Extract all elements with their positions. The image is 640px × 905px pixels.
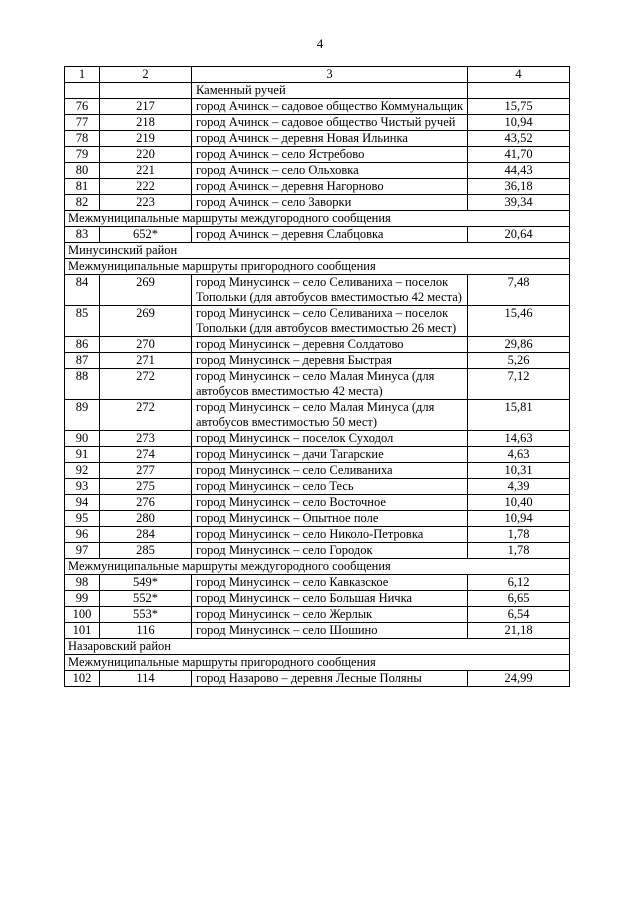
route-name-cell: город Минусинск – поселок Суходол: [192, 431, 468, 447]
value-cell: 44,43: [468, 163, 570, 179]
row-number-cell: 97: [65, 543, 100, 559]
route-name-cell: город Минусинск – деревня Солдатово: [192, 337, 468, 353]
table-row: [65, 431, 570, 447]
route-number-cell: 273: [100, 431, 192, 447]
row-number-cell: 76: [65, 99, 100, 115]
route-number-cell: 275: [100, 479, 192, 495]
value-cell: 6,54: [468, 607, 570, 623]
route-name-cell: город Минусинск – село Селиваниха – поселок Топольки (для автобусов вместимостью 42 места): [192, 275, 468, 306]
section-title: Межмуниципальные маршруты пригородного сообщения: [65, 259, 570, 275]
value-cell: 24,99: [468, 671, 570, 687]
row-number-cell: 79: [65, 147, 100, 163]
table-row: [65, 607, 570, 623]
route-name-cell: город Минусинск – село Шошино: [192, 623, 468, 639]
table-row: [65, 195, 570, 211]
section-title: Назаровский район: [65, 639, 570, 655]
value-cell: 10,40: [468, 495, 570, 511]
value-cell: 21,18: [468, 623, 570, 639]
table-row: [65, 400, 570, 431]
value-cell: 14,63: [468, 431, 570, 447]
section-title: Минусинский район: [65, 243, 570, 259]
column-header: 1: [65, 67, 100, 83]
route-number-cell: 223: [100, 195, 192, 211]
route-number-cell: 549*: [100, 575, 192, 591]
route-name-cell: город Минусинск – село Жерлык: [192, 607, 468, 623]
row-number-cell: 80: [65, 163, 100, 179]
table-header-row: [65, 67, 570, 83]
row-number-cell: 88: [65, 369, 100, 400]
section-title: Межмуниципальные маршруты пригородного сообщения: [65, 655, 570, 671]
route-number-cell: 218: [100, 115, 192, 131]
route-name-cell: город Ачинск – село Заворки: [192, 195, 468, 211]
row-number-cell: 89: [65, 400, 100, 431]
table-row: [65, 147, 570, 163]
page-number: 4: [316, 36, 324, 51]
row-number-cell: 87: [65, 353, 100, 369]
row-number-cell: 77: [65, 115, 100, 131]
row-number-cell: 98: [65, 575, 100, 591]
value-cell: 6,65: [468, 591, 570, 607]
value-cell: 39,34: [468, 195, 570, 211]
row-number-cell: 96: [65, 527, 100, 543]
route-number-cell: [100, 83, 192, 99]
row-number-cell: 82: [65, 195, 100, 211]
value-cell: 29,86: [468, 337, 570, 353]
value-cell: 15,46: [468, 306, 570, 337]
section-row: [65, 639, 570, 655]
row-number-cell: 92: [65, 463, 100, 479]
table-row: [65, 447, 570, 463]
route-name-cell: город Минусинск – Опытное поле: [192, 511, 468, 527]
value-cell: 10,94: [468, 115, 570, 131]
table-row: [65, 479, 570, 495]
route-number-cell: 217: [100, 99, 192, 115]
value-cell: 15,81: [468, 400, 570, 431]
row-number-cell: 83: [65, 227, 100, 243]
route-number-cell: 552*: [100, 591, 192, 607]
route-name-cell: Каменный ручей: [192, 83, 468, 99]
row-number-cell: 91: [65, 447, 100, 463]
route-name-cell: город Ачинск – деревня Слабцовка: [192, 227, 468, 243]
row-number-cell: [65, 83, 100, 99]
value-cell: 5,26: [468, 353, 570, 369]
route-number-cell: 269: [100, 306, 192, 337]
table-row: [65, 179, 570, 195]
value-cell: 1,78: [468, 543, 570, 559]
row-number-cell: 102: [65, 671, 100, 687]
route-number-cell: 553*: [100, 607, 192, 623]
route-number-cell: 269: [100, 275, 192, 306]
table-row: [65, 83, 570, 99]
route-number-cell: 271: [100, 353, 192, 369]
column-header: 2: [100, 67, 192, 83]
route-number-cell: 219: [100, 131, 192, 147]
value-cell: 1,78: [468, 527, 570, 543]
route-number-cell: 221: [100, 163, 192, 179]
section-row: [65, 259, 570, 275]
route-name-cell: город Минусинск – село Селиваниха: [192, 463, 468, 479]
route-number-cell: 284: [100, 527, 192, 543]
route-number-cell: 274: [100, 447, 192, 463]
table-row: [65, 306, 570, 337]
row-number-cell: 101: [65, 623, 100, 639]
value-cell: 4,39: [468, 479, 570, 495]
row-number-cell: 99: [65, 591, 100, 607]
table-row: [65, 353, 570, 369]
table-row: [65, 511, 570, 527]
table-row: [65, 99, 570, 115]
table-row: [65, 463, 570, 479]
column-header: 4: [468, 67, 570, 83]
route-number-cell: 652*: [100, 227, 192, 243]
section-title: Межмуниципальные маршруты междугородного сообщения: [65, 211, 570, 227]
route-number-cell: 222: [100, 179, 192, 195]
route-name-cell: город Ачинск – деревня Нагорново: [192, 179, 468, 195]
route-number-cell: 285: [100, 543, 192, 559]
table-row: [65, 337, 570, 353]
table-row: [65, 163, 570, 179]
table-row: [65, 527, 570, 543]
table-row: [65, 131, 570, 147]
table-row: [65, 275, 570, 306]
route-name-cell: город Минусинск – село Селиваниха – поселок Топольки (для автобусов вместимостью 26 мест): [192, 306, 468, 337]
route-number-cell: 114: [100, 671, 192, 687]
table-row: [65, 227, 570, 243]
route-name-cell: город Минусинск – село Малая Минуса (для автобусов вместимостью 50 мест): [192, 400, 468, 431]
value-cell: 41,70: [468, 147, 570, 163]
row-number-cell: 84: [65, 275, 100, 306]
section-title: Межмуниципальные маршруты междугородного сообщения: [65, 559, 570, 575]
route-name-cell: город Минусинск – село Городок: [192, 543, 468, 559]
route-name-cell: город Минусинск – село Малая Минуса (для автобусов вместимостью 42 места): [192, 369, 468, 400]
section-row: [65, 559, 570, 575]
route-number-cell: 116: [100, 623, 192, 639]
row-number-cell: 85: [65, 306, 100, 337]
value-cell: 43,52: [468, 131, 570, 147]
route-name-cell: город Ачинск – садовое общество Чистый ручей: [192, 115, 468, 131]
route-number-cell: 277: [100, 463, 192, 479]
route-name-cell: город Ачинск – садовое общество Коммунальщик: [192, 99, 468, 115]
value-cell: 15,75: [468, 99, 570, 115]
table-row: [65, 575, 570, 591]
row-number-cell: 81: [65, 179, 100, 195]
table-row: [65, 495, 570, 511]
table-row: [65, 623, 570, 639]
value-cell: 6,12: [468, 575, 570, 591]
value-cell: 7,12: [468, 369, 570, 400]
route-number-cell: 280: [100, 511, 192, 527]
route-number-cell: 270: [100, 337, 192, 353]
route-name-cell: город Ачинск – деревня Новая Ильинка: [192, 131, 468, 147]
row-number-cell: 94: [65, 495, 100, 511]
section-row: [65, 243, 570, 259]
route-name-cell: город Минусинск – село Кавказское: [192, 575, 468, 591]
value-cell: 4,63: [468, 447, 570, 463]
table-row: [65, 671, 570, 687]
route-number-cell: 220: [100, 147, 192, 163]
route-number-cell: 272: [100, 400, 192, 431]
route-name-cell: город Ачинск – село Ястребово: [192, 147, 468, 163]
route-name-cell: город Минусинск – село Большая Ничка: [192, 591, 468, 607]
row-number-cell: 86: [65, 337, 100, 353]
routes-table: [64, 66, 570, 687]
route-name-cell: город Минусинск – дачи Тагарские: [192, 447, 468, 463]
route-number-cell: 276: [100, 495, 192, 511]
value-cell: 10,94: [468, 511, 570, 527]
value-cell: 20,64: [468, 227, 570, 243]
table-row: [65, 369, 570, 400]
row-number-cell: 78: [65, 131, 100, 147]
route-name-cell: город Ачинск – село Ольховка: [192, 163, 468, 179]
table-row: [65, 591, 570, 607]
route-name-cell: город Назарово – деревня Лесные Поляны: [192, 671, 468, 687]
row-number-cell: 100: [65, 607, 100, 623]
value-cell: 7,48: [468, 275, 570, 306]
column-header: 3: [192, 67, 468, 83]
table-row: [65, 115, 570, 131]
route-name-cell: город Минусинск – село Тесь: [192, 479, 468, 495]
table-row: [65, 543, 570, 559]
route-name-cell: город Минусинск – деревня Быстрая: [192, 353, 468, 369]
row-number-cell: 90: [65, 431, 100, 447]
row-number-cell: 95: [65, 511, 100, 527]
route-name-cell: город Минусинск – село Николо-Петровка: [192, 527, 468, 543]
section-row: [65, 211, 570, 227]
value-cell: [468, 83, 570, 99]
section-row: [65, 655, 570, 671]
value-cell: 10,31: [468, 463, 570, 479]
route-number-cell: 272: [100, 369, 192, 400]
value-cell: 36,18: [468, 179, 570, 195]
row-number-cell: 93: [65, 479, 100, 495]
route-name-cell: город Минусинск – село Восточное: [192, 495, 468, 511]
